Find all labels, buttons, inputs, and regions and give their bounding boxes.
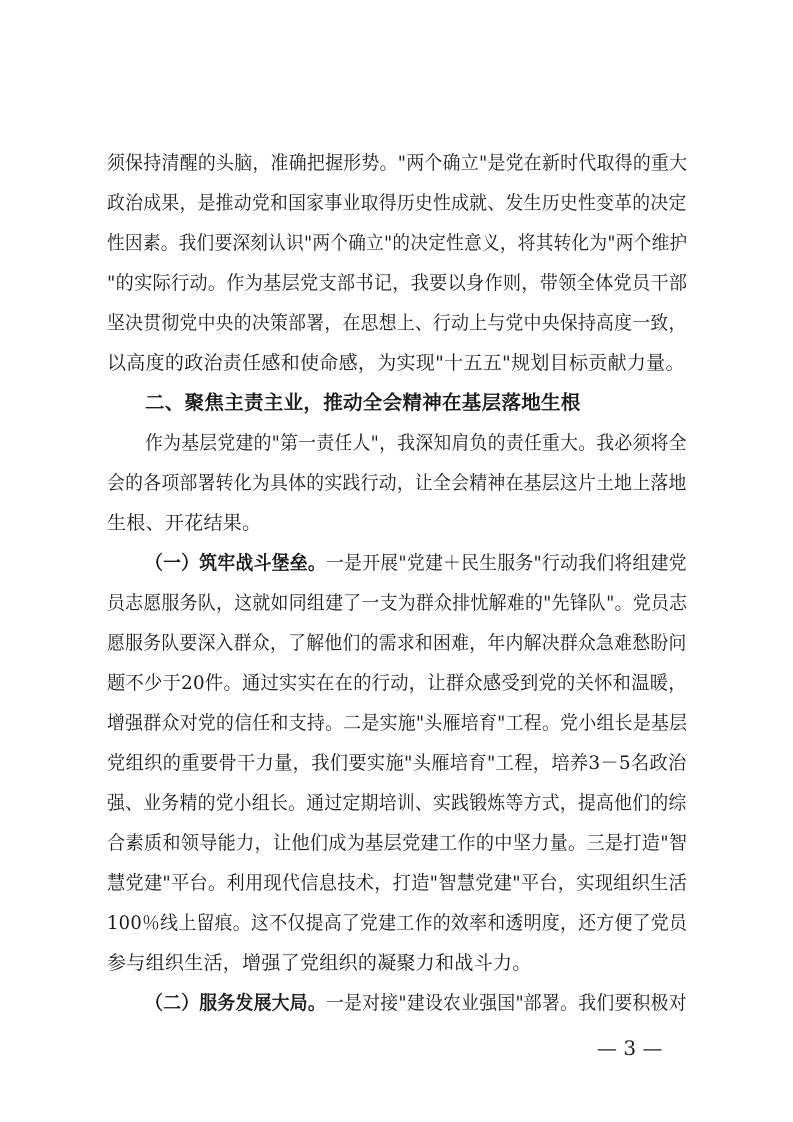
paragraph-line: 慧党建"平台。利用现代信息技术，打造"智慧党建"平台，实现组织生活	[107, 872, 687, 894]
paragraph-line: 参与组织生活，增强了党组织的凝聚力和战斗力。	[107, 952, 532, 974]
paragraph-line: 政治成果，是推动党和国家事业取得历史性成就、发生历史性变革的决定	[107, 192, 687, 214]
paragraph-line	[145, 983, 687, 1023]
paragraph-line: 坚决贯彻党中央的决策部署，在思想上、行动上与党中央保持高度一致，	[107, 312, 687, 334]
paragraph-line: 增强群众对党的信任和支持。二是实施"头雁培育"工程。党小组长是基层	[107, 712, 687, 734]
subsection-lead: （二）服务发展大局。	[145, 992, 326, 1014]
paragraph-line: 强、业务精的党小组长。通过定期培训、实践锻炼等方式，提高他们的综	[107, 792, 687, 814]
page-number: — 3 —	[597, 1036, 663, 1060]
paragraph-line: 作为基层党建的"第一责任人"，我深知肩负的责任重大。我必须将全	[145, 432, 687, 454]
paragraph-line: 题不少于20件。通过实实在在的行动，让群众感受到党的关怀和温暖，	[107, 672, 687, 694]
section-heading: 二、聚焦主责主业，推动全会精神在基层落地生根	[145, 391, 581, 414]
paragraph-line: 愿服务队要深入群众，了解他们的需求和困难，年内解决群众急难愁盼问	[107, 632, 687, 654]
paragraph-line: 生根、开花结果。	[107, 512, 262, 534]
paragraph-text: 一是对接"建设农业强国"部署。我们要积极对	[325, 992, 687, 1014]
paragraph-line: 100％线上留痕。这不仅提高了党建工作的效率和透明度，还方便了党员	[107, 912, 687, 934]
paragraph-text: 一是开展"党建＋民生服务"行动我们将组建党	[325, 552, 687, 574]
paragraph-line: 以高度的政治责任感和使命感，为实现"十五五"规划目标贡献力量。	[107, 352, 685, 374]
paragraph-line: "的实际行动。作为基层党支部书记，我要以身作则，带领全体党员干部	[107, 272, 687, 294]
paragraph-line: 会的各项部署转化为具体的实践行动，让全会精神在基层这片土地上落地	[107, 472, 687, 494]
subsection-lead: （一）筑牢战斗堡垒。	[145, 552, 326, 574]
paragraph-line	[145, 543, 687, 583]
paragraph-line: 合素质和领导能力，让他们成为基层党建工作的中坚力量。三是打造"智	[107, 832, 687, 854]
paragraph-line: 党组织的重要骨干力量，我们要实施"头雁培育"工程，培养3－5名政治	[107, 752, 687, 774]
paragraph-line: 员志愿服务队，这就如同组建了一支为群众排忧解难的"先锋队"。党员志	[107, 592, 687, 614]
paragraph-line: 须保持清醒的头脑，准确把握形势。"两个确立"是党在新时代取得的重大	[107, 152, 687, 174]
paragraph-line: 性因素。我们要深刻认识"两个确立"的决定性意义，将其转化为"两个维护	[107, 232, 687, 254]
